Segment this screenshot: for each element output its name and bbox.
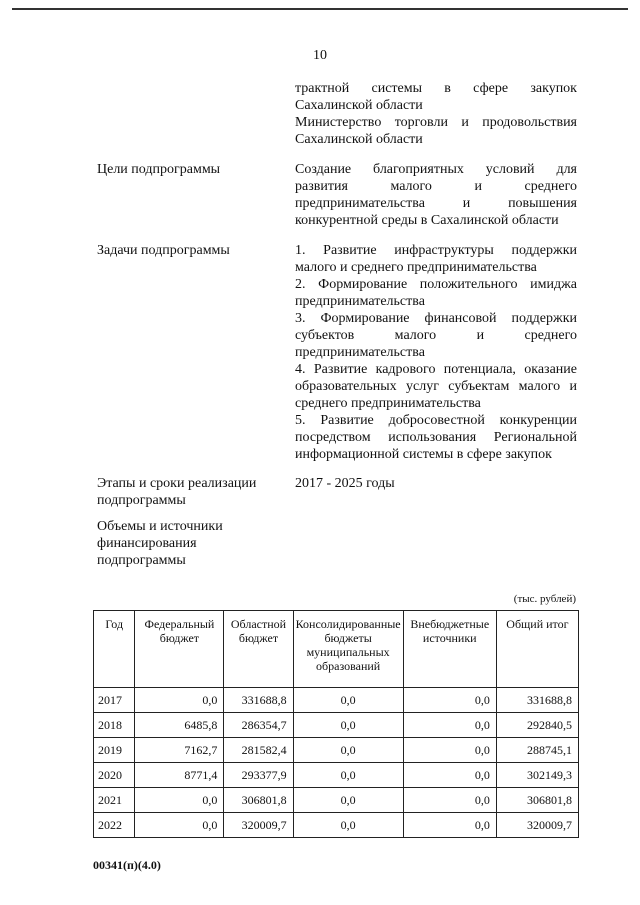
goals-label: Цели подпрограммы [97, 162, 221, 177]
continuation-text [295, 80, 577, 148]
cell-year: 2019 [94, 738, 135, 763]
cell-municipal: 0,0 [293, 788, 403, 813]
cell-regional: 331688,8 [224, 688, 293, 713]
cell-extrabudgetary: 0,0 [403, 688, 496, 713]
cell-municipal: 0,0 [293, 713, 403, 738]
header-year: Год [94, 611, 135, 688]
task-item-3: 3. Формирование финансовой поддержки субъектов малого и среднего предпринимательства [295, 311, 577, 360]
cell-municipal: 0,0 [293, 738, 403, 763]
tasks-list [295, 242, 577, 463]
table-row [94, 763, 579, 788]
top-rule [12, 8, 628, 10]
cell-extrabudgetary: 0,0 [403, 813, 496, 838]
cell-federal: 0,0 [135, 788, 224, 813]
cell-total: 288745,1 [496, 738, 578, 763]
cell-year: 2021 [94, 788, 135, 813]
task-item-4: 4. Развитие кадрового потенциала, оказание образовательных услуг субъектам малого и среднего предпринимательства [295, 362, 577, 411]
cell-total: 302149,3 [496, 763, 578, 788]
units-label: (тыс. рублей) [513, 593, 576, 605]
cell-total: 320009,7 [496, 813, 578, 838]
table-header-row [94, 611, 579, 688]
stages-text: 2017 - 2025 годы [295, 476, 395, 491]
cell-federal: 0,0 [135, 813, 224, 838]
header-regional: Областной бюджет [224, 611, 293, 688]
task-item-2: 2. Формирование положительного имиджа предпринимательства [295, 277, 577, 309]
cell-total: 331688,8 [496, 688, 578, 713]
cell-municipal: 0,0 [293, 813, 403, 838]
table-row [94, 738, 579, 763]
cell-federal: 6485,8 [135, 713, 224, 738]
cell-municipal: 0,0 [293, 763, 403, 788]
cell-municipal: 0,0 [293, 688, 403, 713]
tasks-label: Задачи подпрограммы [97, 243, 230, 258]
header-federal: Федеральный бюджет [135, 611, 224, 688]
continuation-line-2: Министерство торговли и продовольствия Сахалинской области [295, 115, 577, 147]
cell-year: 2018 [94, 713, 135, 738]
cell-extrabudgetary: 0,0 [403, 738, 496, 763]
cell-regional: 293377,9 [224, 763, 293, 788]
header-total: Общий итог [496, 611, 578, 688]
cell-regional: 306801,8 [224, 788, 293, 813]
document-code: 00341(п)(4.0) [93, 858, 161, 872]
cell-federal: 0,0 [135, 688, 224, 713]
cell-year: 2022 [94, 813, 135, 838]
cell-total: 292840,5 [496, 713, 578, 738]
cell-regional: 281582,4 [224, 738, 293, 763]
cell-extrabudgetary: 0,0 [403, 713, 496, 738]
cell-extrabudgetary: 0,0 [403, 763, 496, 788]
cell-extrabudgetary: 0,0 [403, 788, 496, 813]
cell-total: 306801,8 [496, 788, 578, 813]
cell-regional: 286354,7 [224, 713, 293, 738]
funding-label: Объемы и источники финансирования подпрограммы [97, 519, 223, 568]
cell-federal: 8771,4 [135, 763, 224, 788]
table-row [94, 688, 579, 713]
cell-federal: 7162,7 [135, 738, 224, 763]
cell-year: 2020 [94, 763, 135, 788]
task-item-1: 1. Развитие инфраструктуры поддержки малого и среднего предпринимательства [295, 243, 577, 275]
table-row [94, 713, 579, 738]
stages-label: Этапы и сроки реализации подпрограммы [97, 476, 257, 508]
goals-text: Создание благоприятных условий для развития малого и среднего предпринимательства и повышения конкурентной среды в Сахалинской области [295, 162, 577, 228]
table-row [94, 788, 579, 813]
header-municipal: Консолидированные бюджеты муниципальных образований [293, 611, 403, 688]
funding-table [93, 610, 579, 838]
cell-regional: 320009,7 [224, 813, 293, 838]
page-number: 10 [313, 48, 327, 63]
task-item-5: 5. Развитие добросовестной конкуренции посредством использования Региональной информационной системы в сфере закупок [295, 413, 577, 462]
cell-year: 2017 [94, 688, 135, 713]
header-extrabudgetary: Внебюджетные источники [403, 611, 496, 688]
continuation-line-1: трактной системы в сфере закупок Сахалинской области [295, 81, 577, 113]
table-row [94, 813, 579, 838]
